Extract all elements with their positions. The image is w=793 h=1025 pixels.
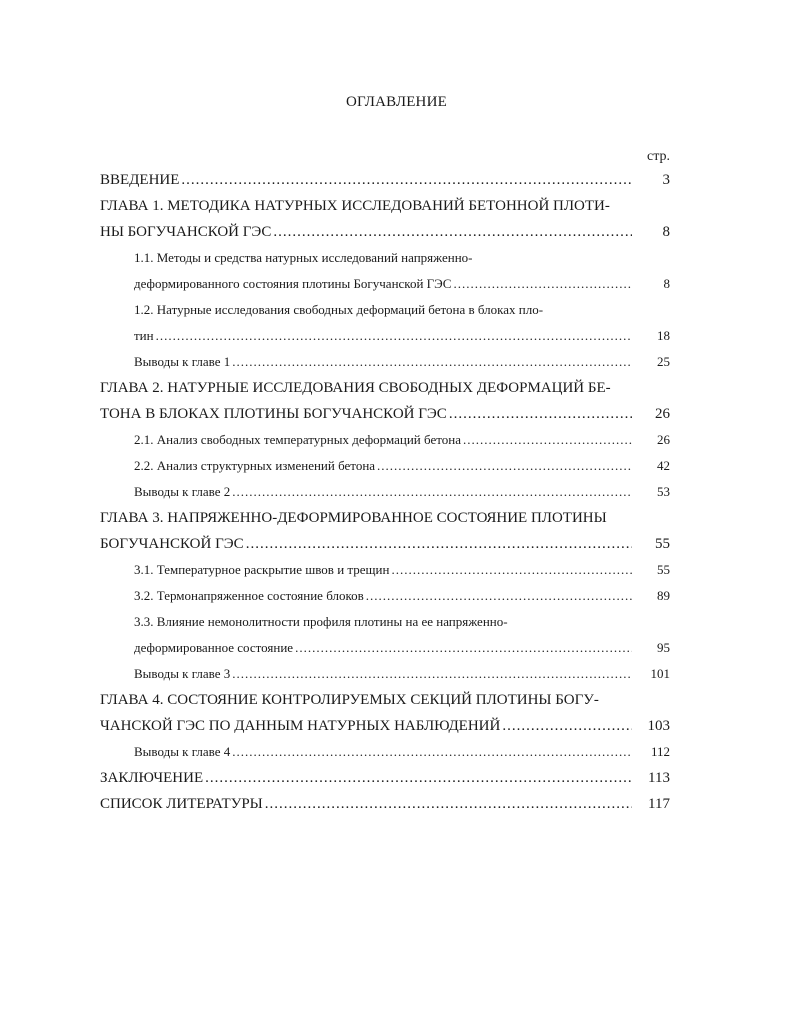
toc-entry-section-3-1[interactable] [134,562,670,582]
toc-entry-text: Выводы к главе 1 [134,354,231,369]
toc-entry-page: 25 [657,354,670,369]
toc-entry-text: 2.1. Анализ свободных температурных деформаций бетона [134,432,461,447]
toc-entry-chapter-3[interactable] [100,510,620,530]
toc-entry-chapter-2[interactable] [100,380,620,400]
toc-entry-text: деформированного состояния плотины Богучанской ГЭС [134,276,452,291]
dot-leader [366,588,632,604]
toc-entry-text: ГЛАВА 1. МЕТОДИКА НАТУРНЫХ ИССЛЕДОВАНИЙ БЕТОННОЙ ПЛОТИ- [100,198,610,214]
toc-entry-page: 95 [657,640,670,655]
toc-entry-page: 55 [655,536,670,552]
dot-leader [502,718,632,735]
page-title: ОГЛАВЛЕНИЕ [346,94,447,110]
toc-entry-section-2-2[interactable] [134,458,670,478]
toc-entry-text: ЗАКЛЮЧЕНИЕ [100,770,204,786]
toc-entry-text: ТОНА В БЛОКАХ ПЛОТИНЫ БОГУЧАНСКОЙ ГЭС [100,406,447,422]
toc-entry-page: 89 [657,588,670,603]
toc-entry-text: 3.1. Температурное раскрытие швов и трещин [134,562,390,577]
toc-entry-text: тин [134,328,154,343]
toc-entry-text: 1.1. Методы и средства натурных исследований напряженно- [134,250,473,265]
toc-entry-chapter-1[interactable] [100,198,620,218]
toc-entry-text: ЧАНСКОЙ ГЭС ПО ДАННЫМ НАТУРНЫХ НАБЛЮДЕНИЙ [100,718,501,734]
toc-entry-text: ГЛАВА 2. НАТУРНЫЕ ИССЛЕДОВАНИЯ СВОБОДНЫХ ДЕФОРМАЦИЙ БЕ- [100,380,611,396]
toc-entry-section-1-2-cont[interactable] [134,328,670,348]
toc-entry-section-3-2[interactable] [134,588,670,608]
toc-entry-chapter-2-cont[interactable] [100,406,670,426]
toc-entry-conclusions-2[interactable] [134,484,670,504]
dot-leader [156,328,632,344]
dot-leader [265,796,632,813]
toc-entry-page: 53 [657,484,670,499]
dot-leader [463,432,632,448]
toc-entry-section-1-1[interactable] [134,250,614,270]
toc-entry-page: 113 [648,770,670,786]
toc-entry-text: деформированное состояние [134,640,294,655]
toc-entry-text: ГЛАВА 3. НАПРЯЖЕННО-ДЕФОРМИРОВАННОЕ СОСТОЯНИЕ ПЛОТИНЫ [100,510,607,526]
dot-leader [232,744,632,760]
toc-entry-text: Выводы к главе 4 [134,744,231,759]
toc-entry-text: 2.2. Анализ структурных изменений бетона [134,458,376,473]
toc-entry-text: БОГУЧАНСКОЙ ГЭС [100,536,244,552]
toc-entry-text: Выводы к главе 2 [134,484,231,499]
toc-entry-references[interactable] [100,796,670,816]
toc-entry-page: 26 [655,406,670,422]
dot-leader [246,536,632,553]
toc-entry-page: 3 [662,172,670,188]
toc-entry-text: 3.3. Влияние немонолитности профиля плотины на ее напряженно- [134,614,508,629]
dot-leader [295,640,632,656]
dot-leader [232,484,632,500]
toc-entry-section-3-3-cont[interactable] [134,640,670,660]
toc-entry-text: Выводы к главе 3 [134,666,231,681]
toc-entry-chapter-4[interactable] [100,692,620,712]
toc-entry-text: ВВЕДЕНИЕ [100,172,180,188]
toc-entry-page: 117 [648,796,670,812]
dot-leader [181,172,632,189]
toc-entry-section-2-1[interactable] [134,432,670,452]
toc-entry-page: 42 [657,458,670,473]
dot-leader [232,354,632,370]
toc-entry-section-1-2[interactable] [134,302,654,322]
toc-entry-page: 101 [650,666,670,681]
toc-entry-chapter-1-cont[interactable] [100,224,670,244]
toc-entry-text: ГЛАВА 4. СОСТОЯНИЕ КОНТРОЛИРУЕМЫХ СЕКЦИЙ ПЛОТИНЫ БОГУ- [100,692,599,708]
toc-entry-page: 26 [657,432,670,447]
toc-entry-conclusion[interactable] [100,770,670,790]
toc-entry-page: 8 [662,224,670,240]
dot-leader [453,276,632,292]
dot-leader [232,666,632,682]
toc-entry-section-1-1-cont[interactable] [134,276,670,296]
toc-entry-page: 55 [657,562,670,577]
toc-entry-page: 8 [663,276,670,291]
toc-entry-text: 3.2. Термонапряженное состояние блоков [134,588,364,603]
toc-entry-chapter-4-cont[interactable] [100,718,670,738]
toc-entry-conclusions-1[interactable] [134,354,670,374]
toc-entry-page: 103 [647,718,670,734]
toc-entry-page: 18 [657,328,670,343]
dot-leader [377,458,632,474]
dot-leader [449,406,632,423]
dot-leader [205,770,632,787]
toc-entry-text: НЫ БОГУЧАНСКОЙ ГЭС [100,224,272,240]
toc-entry-conclusions-3[interactable] [134,666,670,686]
toc-entry-chapter-3-cont[interactable] [100,536,670,556]
toc-entry-text: СПИСОК ЛИТЕРАТУРЫ [100,796,263,812]
dot-leader [391,562,632,578]
toc-entry-text: 1.2. Натурные исследования свободных деформаций бетона в блоках пло- [134,302,544,317]
dot-leader [273,224,632,241]
toc-entry-section-3-3[interactable] [134,614,614,634]
toc-entry-page: 112 [650,744,670,759]
toc-entry-introduction[interactable] [100,172,670,192]
page-column-label: стр. [647,149,671,164]
toc-entry-conclusions-4[interactable] [134,744,670,764]
